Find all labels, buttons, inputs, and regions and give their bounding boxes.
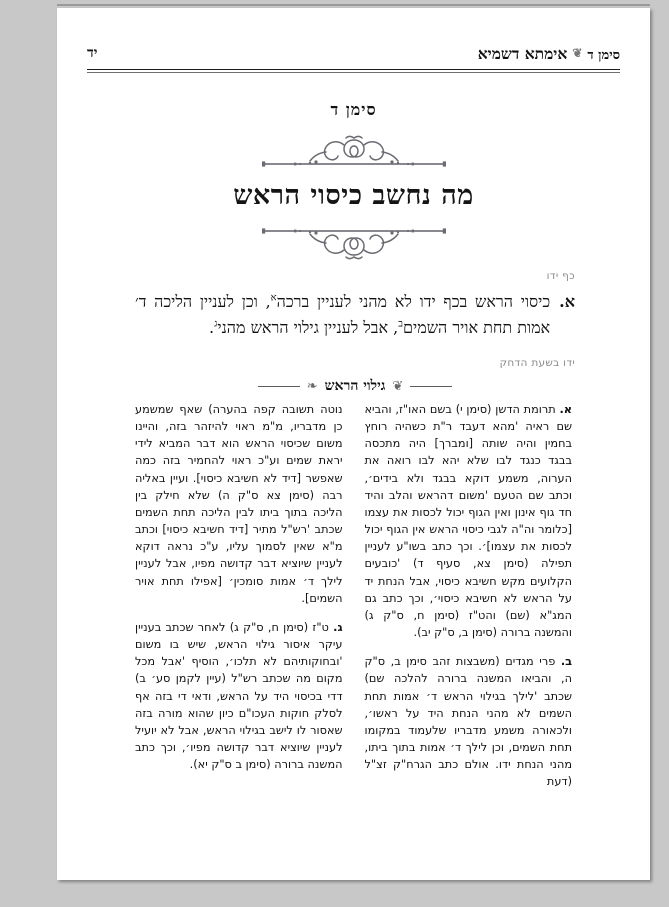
header-simman-ref: סימן ד: [587, 48, 620, 63]
page-sheet: [57, 8, 650, 880]
commentary-text: נוטה תשובה קפה בהערה) שאף שמשמע כן מדבריו, מ"מ ראוי להיזהר בזה, והיינו משום שכיסוי הראש הוא דבר המביא לידי יראת שמים וע"כ ראוי להחמיר בזה כמה שאפשר [דיד לא חשיבא כיסוי]. ועיין באליה רבה (סימן צא ס"ק ה) שלא חילק בין הליכה בתוך ביתו לבין הליכה תחת השמים שכתב 'רש"ל מתיר [דיד חשיבא כיסוי] וכתב מ"א שאין לסמוך עליו, ע"כ נראה דוקא לעניין שיוציא דבר קדושה מפיו, אבל לעניין לילך ד׳ אמות סומכין׳ [אפילו תחת אויר השמים].: [135, 403, 343, 605]
section-divider: [135, 378, 575, 395]
commentary-text: פרי מגדים (משבצות זהב סימן ב, ס"ק ה, והביאו המשנה ברורה להלכה שם) שכתב 'לילך בגילוי הראש ד׳ אמות תחת השמים לא מהני הנחת היד על ראשו׳, ולכאורה משמע מדבריו שלעמוד במקומו תחת השמים, וכן לילך ד׳ אמות בתוך ביתו, מהני הנחת ידו. אולם כתב הגרח"ק זצ"ל (דעת: [364, 655, 572, 789]
halacha-text-part4: .: [209, 317, 215, 337]
halacha-block: [135, 270, 575, 341]
commentary-columns: [135, 401, 572, 789]
header-page-number: יד: [87, 45, 98, 61]
running-header: [87, 44, 620, 70]
section-divider-title: גילוי הראש: [324, 378, 386, 394]
header-book-title: אימתא דשמיא: [477, 44, 568, 63]
footnote-marker-3[interactable]: ג: [214, 318, 218, 330]
halacha-paragraph: [135, 289, 575, 341]
commentary-paragraph: [365, 653, 573, 790]
halacha-text: [135, 289, 550, 341]
header-book-title-group: [478, 44, 620, 64]
commentary-paragraph: [135, 619, 343, 773]
divider-rule-left: [258, 386, 300, 387]
halacha-text-part3: , אבל לעניין גילוי הראש מהני: [217, 317, 399, 337]
footnote-marker-2[interactable]: ב: [398, 318, 404, 330]
leaf-flourish-left-icon: ❧: [306, 379, 318, 394]
commentary-ot-label: א.: [559, 403, 572, 416]
footnote-marker-1[interactable]: א: [270, 292, 277, 304]
leaf-flourish-right-icon: ❦: [392, 379, 404, 394]
sub-heading-kaf-yado: כף ידו: [546, 270, 575, 282]
header-rule-group: [87, 69, 620, 73]
simman-label: סימן ד: [330, 100, 377, 119]
scroll-ornament-up-icon: [204, 134, 504, 178]
page-top-edge: [57, 4, 650, 6]
page-title: מה נחשב כיסוי הראש: [233, 180, 474, 211]
commentary-paragraph: [365, 401, 573, 641]
commentary-paragraph: [135, 401, 343, 607]
header-rule-primary: [87, 69, 620, 70]
halacha-text-part1: כיסוי הראש בכף ידו לא מהני לעניין ברכה: [276, 292, 551, 311]
leaf-flourish-icon: ❦: [572, 46, 583, 60]
commentary-column-left: [135, 401, 343, 779]
commentary-text: ט"ז (סימן ח, ס"ק ג) לאחר שכתב בעניין עיקר איסור גילוי הראש, שיש בו משום 'ובחוקותיהם לא תלכו׳, הוסיף 'אבל מכל מקום מה שכתב רש"ל (עיין לקמן סע׳ ב) דדי בכיסוי היד על הראש, ודאי די בזה אף לסלק חוקות העכו"ם כיון שהוא מורה בזה שאסור לו לישב בגילוי הראש, אבל לא יועיל לעניין שיוציא דבר קדושה מפיו׳, וכך כתב המשנה ברורה (סימן ב ס"ק יא).: [135, 620, 343, 772]
halacha-text-part2: , וכן לעניין הליכה ד׳ אמות תחת אויר השמים: [135, 292, 551, 337]
scroll-ornament-down-icon: [204, 217, 504, 261]
sub-heading-yado-bishaas-hadchak: ידו בשעת הדחק: [499, 357, 575, 369]
title-block: [57, 100, 650, 261]
commentary-ot-label: ג.: [333, 620, 343, 634]
commentary-column-right: [364, 401, 573, 789]
commentary-ot-label: ב.: [560, 655, 572, 669]
header-rule-secondary: [87, 72, 620, 73]
commentary-text: תרומת הדשן (סימן י) בשם האו"ז, והביא שם ראיה 'מהא דעבד ר"ת כשהיה רוחץ בחמין והיה שותה [ומברך] היה מתכסה בבגד כנגד לבו שלא יהא לבו רואה את הערוה, משמע דוקא בבגד ולא בידים׳, וכתב שם הטעם 'משום דהראש והלב והיד חד גוף אינון ואין הגוף יכול לכסות את עצמו [כלומר וה"ה לגבי כיסוי הראש אין הגוף יכול לכסות את עצמו]׳. וכך כתב בשו"ע לעניין תפילה (סימן צא, סעיף ד) 'כובעים הקלועים מקש חשיבא כיסוי, אבל הנחת יד על הראש לא חשיבא כיסוי׳, וכך כתב גם המג"א (שם) והט"ז (סימן ח, ס"ק ג) והמשנה ברורה (סימן ב, ס"ק יב).: [364, 403, 572, 640]
halacha-ot-label: א.: [559, 292, 575, 311]
divider-rule-right: [410, 386, 452, 387]
